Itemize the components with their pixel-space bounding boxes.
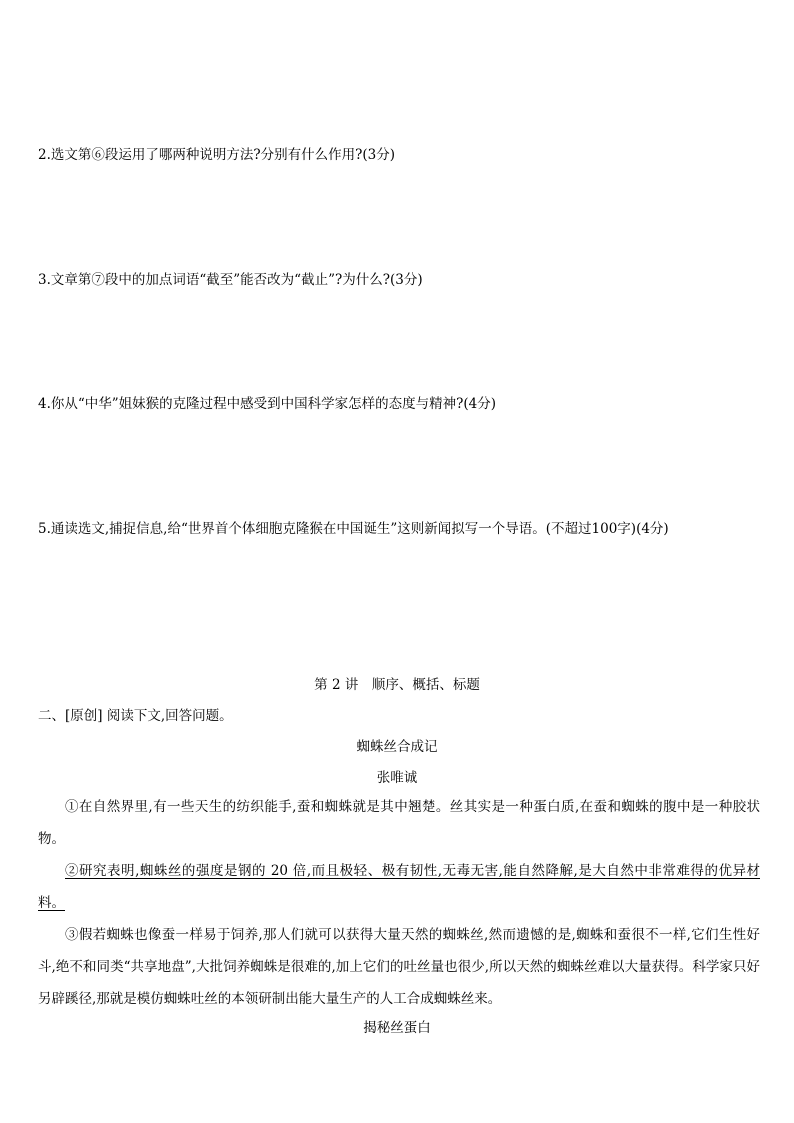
article-subheading: 揭秘丝蛋白 [363,1020,431,1036]
paragraph-3: ③假若蜘蛛也像蚕一样易于饲养,那人们就可以获得大量天然的蜘蛛丝,然而遗憾的是,蜘蛛和蚕很不一样,它们生性好斗,绝不和同类“共享地盘”,大批饲养蜘蛛是很难的,加上它们的吐丝量也很少,所以天然的蜘蛛丝难以大量获得。科学家只好另辟蹊径,那就是模仿蜘蛛吐丝的本领研制出能大量生产的人工合成蜘蛛丝来。 [38,927,760,1007]
part-heading: 二、[原创] 阅读下文,回答问题。 [38,708,233,724]
article-title: 蜘蛛丝合成记 [356,739,438,755]
paragraph-2 [38,855,760,919]
question-4: 4.你从“中华”姐妹猴的克隆过程中感受到中国科学家怎样的态度与精神?(4分) [38,396,497,412]
lecture-title: 第 2 讲 顺序、概括、标题 [314,677,480,693]
question-5: 5.通读选文,捕捉信息,给“世界首个体细胞克隆猴在中国诞生”这则新闻拟写一个导语。(不超过100字)(4分) [38,521,669,537]
question-3: 3.文章第⑦段中的加点词语“截至”能否改为“截止”?为什么?(3分) [38,272,423,288]
paragraph-1: ①在自然界里,有一些天生的纺织能手,蚕和蜘蛛就是其中翘楚。丝其实是一种蛋白质,在蚕和蜘蛛的腹中是一种胶状物。 [38,799,760,847]
question-2: 2.选文第⑥段运用了哪两种说明方法?分别有什么作用?(3分) [38,147,395,163]
article-author: 张唯诚 [376,770,418,786]
underlined-sentence: ②研究表明,蜘蛛丝的强度是钢的 20 倍,而且极轻、极有韧性,无毒无害,能自然降解,是大自然中非常难得的优异材料。 [38,863,760,911]
